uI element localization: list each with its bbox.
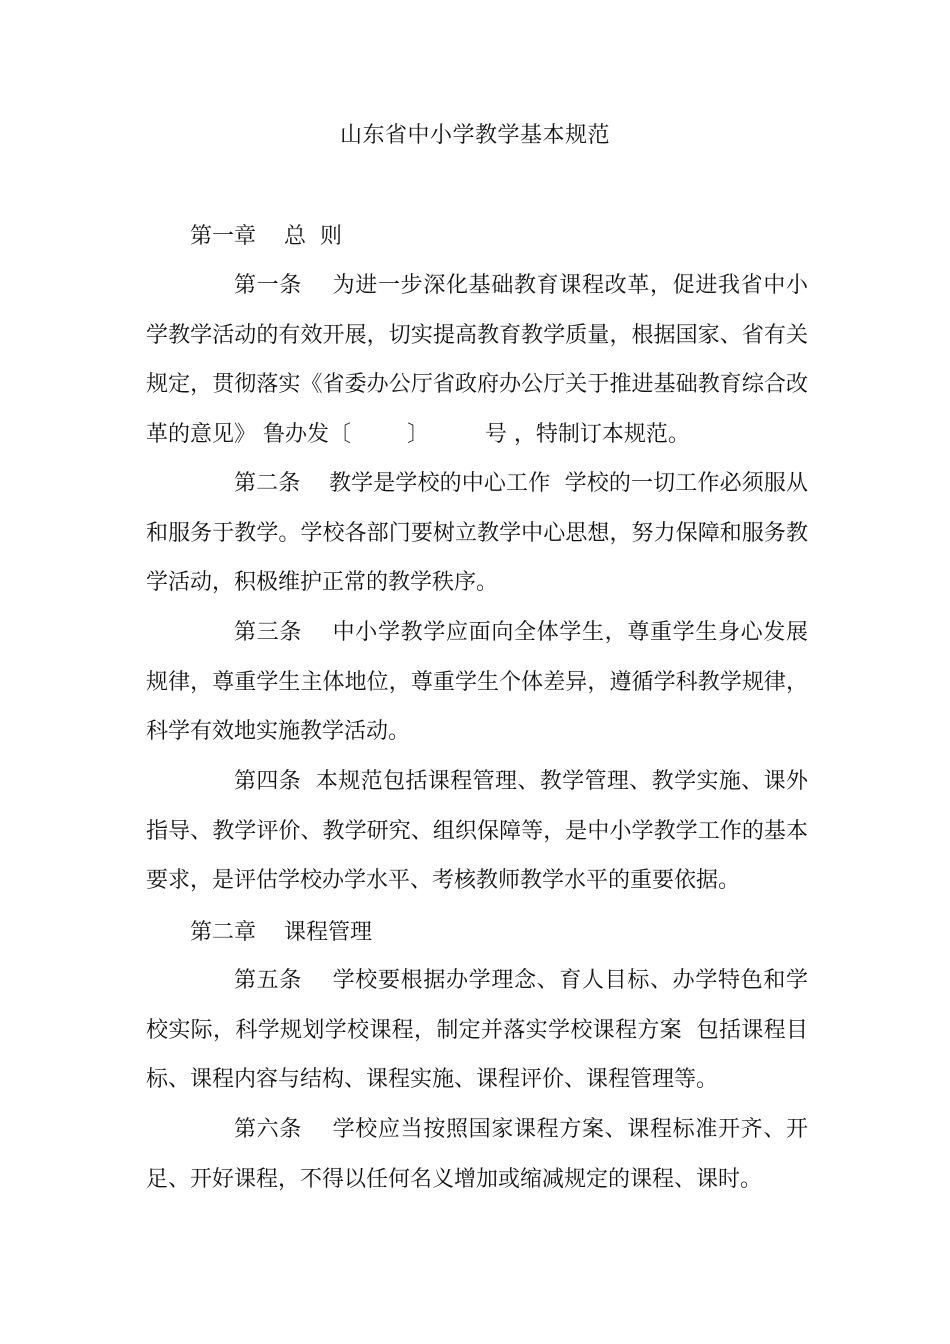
document-title: 山东省中小学教学基本规范 [339, 123, 610, 148]
article-2: 第二条 教学是学校的中心工作 学校的一切工作必须服从和服务于教学。学校各部门要树立教学中心思想，努力保障和服务教学活动，积极维护正常的教学秩序。 [146, 471, 808, 595]
article-6: 第六条 学校应当按照国家课程方案、课程标准开齐、开足、开好课程，不得以任何名义增加或缩减规定的课程、课时。 [146, 1117, 808, 1192]
chapter-heading-1: 第一章 总 则 [190, 224, 342, 249]
chapter-heading-2: 第二章 课程管理 [190, 920, 372, 945]
article-3: 第三条 中小学教学应面向全体学生，尊重学生身心发展规律，尊重学生主体地位，尊重学生个体差异，遵循学科教学规律，科学有效地实施教学活动。 [146, 620, 808, 744]
article-5: 第五条 学校要根据办学理念、育人目标、办学特色和学校实际，科学规划学校课程，制定并落实学校课程方案 包括课程目标、课程内容与结构、课程实施、课程评价、课程管理等。 [146, 968, 808, 1092]
article-4: 第四条 本规范包括课程管理、教学管理、教学实施、课外指导、教学评价、教学研究、组织保障等，是中小学教学工作的基本要求，是评估学校办学水平、考核教师教学水平的重要依据。 [146, 769, 808, 893]
article-1: 第一条 为进一步深化基础教育课程改革，促进我省中小学教学活动的有效开展，切实提高教育教学质量，根据国家、省有关规定，贯彻落实《省委办公厅省政府办公厅关于推进基础教育综合改革的意见》 鲁办发〔 〕 号 ，特制订本规范。 [146, 273, 808, 447]
